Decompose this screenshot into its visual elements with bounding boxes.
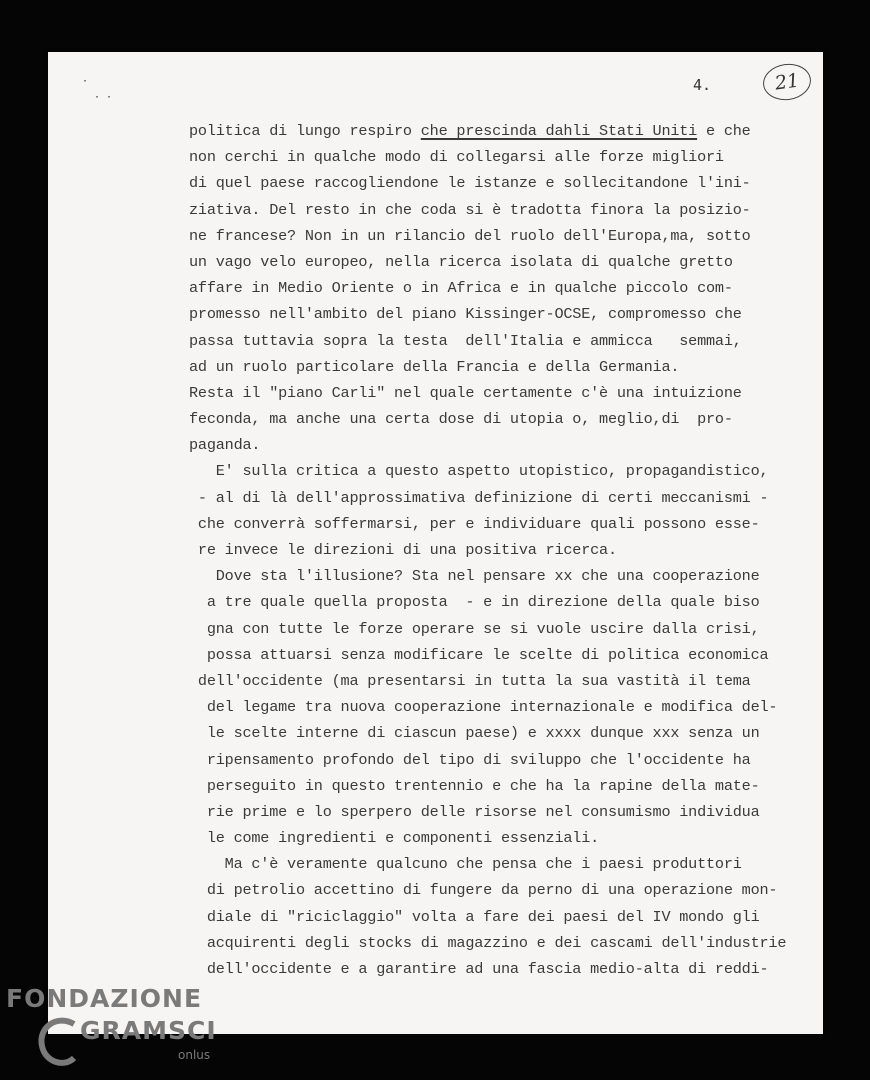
text-line: E' sulla critica a questo aspetto utopistico, propagandistico, [189,462,769,481]
folio-number-handwritten: 21 [761,61,814,103]
margin-mark: · · [94,92,113,103]
text-line: non cerchi in qualche modo di collegarsi alle forze migliori [189,148,724,167]
text-line: affare in Medio Oriente o in Africa e in qualche piccolo com- [189,279,733,298]
text-line: dell'occidente (ma presentarsi in tutta la sua vastità il tema [189,671,751,690]
underlined-phrase: che prescinda dahli Stati Uniti [420,122,698,140]
text-line: paganda. [189,436,261,455]
text-line: Dove sta l'illusione? Sta nel pensare xx che una cooperazione [189,567,760,586]
text-line: perseguito in questo trentennio e che ha la rapine della mate- [189,776,760,795]
text-line: rie prime e lo sperpero delle risorse nel consumismo individua [189,802,760,821]
text-line: dell'occidente e a garantire ad una fascia medio-alta di reddi- [189,960,769,978]
text-line: passa tuttavia sopra la testa dell'Italia e ammicca semmai, [189,331,742,350]
page-number: 4. [693,76,712,94]
text-line: promesso nell'ambito del piano Kissinger-OCSE, compromesso che [189,305,742,324]
text-line: gna con tutte le forze operare se si vuole uscire dalla crisi, [189,619,760,638]
watermark-suffix: onlus [178,1048,211,1062]
text-line: del legame tra nuova cooperazione internazionale e modifica del- [189,698,778,717]
text-line: re invece le direzioni di una positiva ricerca. [189,541,617,559]
text-line: feconda, ma anche una certa dose di utopia o, meglio,di pro- [189,410,733,429]
gramsci-logo-icon [36,1014,80,1072]
text-line: - al di là dell'approssimativa definizione di certi meccanismi - [189,488,769,507]
text-line: le come ingredienti e componenti essenziali. [189,829,600,848]
text-line: acquirenti degli stocks di magazzino e dei cascami dell'industrie [189,933,787,952]
body-text [189,118,789,982]
text-line: Ma c'è veramente qualcuno che pensa che i paesi produttori [189,855,742,874]
text-line: ad un ruolo particolare della Francia e della Germania. [189,357,680,376]
watermark-line-2: GRAMSCI [80,1016,217,1045]
text-line: le scelte interne di ciascun paese) e xxxx dunque xxx senza un [189,724,760,743]
text-line: di quel paese raccogliendone le istanze e sollecitandone l'ini- [189,174,751,193]
text-line: un vago velo europeo, nella ricerca isolata di qualche gretto [189,252,733,271]
text-line: ne francese? Non in un rilancio del ruolo dell'Europa,ma, sotto [189,226,751,245]
text-line: Resta il "piano Carli" nel quale certamente c'è una intuizione [189,383,742,402]
text-line: possa attuarsi senza modificare le scelte di politica economica [189,645,769,664]
text-line: politica di lungo respiro che prescinda dahli Stati Uniti e che [189,122,751,140]
text-line: di petrolio accettino di fungere da perno di una operazione mon- [189,881,778,900]
text-line: ripensamento profondo del tipo di sviluppo che l'occidente ha [189,750,751,769]
text-line: a tre quale quella proposta - e in direzione della quale biso [189,593,760,612]
text-line: che converrà soffermarsi, per e individuare quali possono esse- [189,514,760,533]
watermark-line-1: FONDAZIONE [6,984,203,1013]
typewritten-page [48,52,823,1034]
text-line: diale di "riciclaggio" volta a fare dei paesi del IV mondo gli [189,907,760,926]
text-line: ziativa. Del resto in che coda si è tradotta finora la posizio- [189,200,751,219]
margin-mark: · [82,76,89,87]
